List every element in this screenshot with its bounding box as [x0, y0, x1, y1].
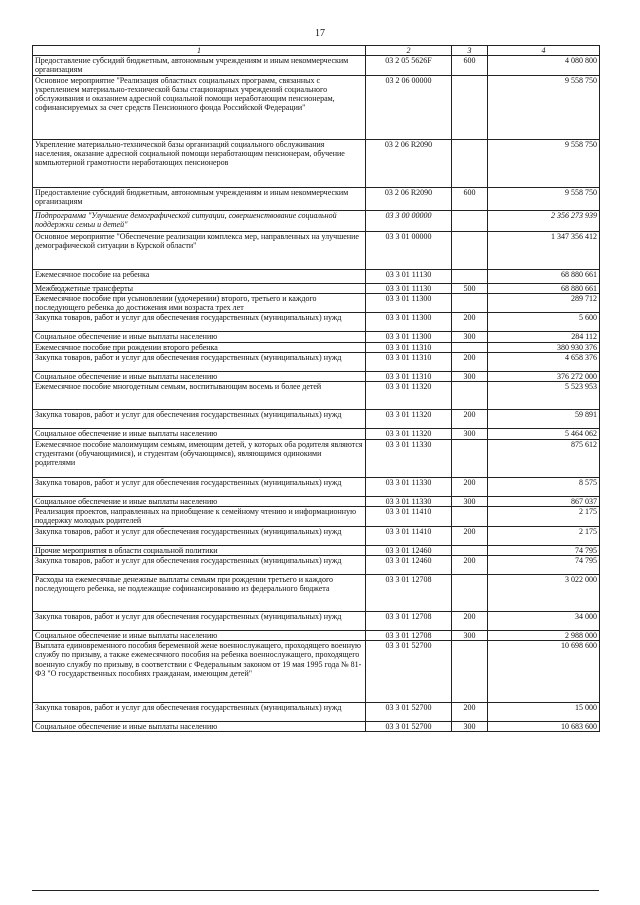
- table-row: [33, 574, 600, 611]
- row-name: Расходы на ежемесячные денежные выплаты семьям при рождении третьего и каждого последующего ребенка, не подлежащие софинансированию из федерального бюджета: [33, 574, 366, 611]
- row-name: Закупка товаров, работ и услуг для обеспечения государственных (муниципальных) нужд: [33, 477, 366, 496]
- table-row: [33, 283, 600, 293]
- header-col-type: 3: [452, 46, 488, 56]
- row-type: 200: [452, 313, 488, 332]
- row-code: 03 3 01 11310: [366, 342, 452, 352]
- row-name: Основное мероприятие "Реализация областных социальных программ, связанных с укреплением материально-технической базы стационарных учреждений социального обслуживания и оказанием адресной социальной помощи неработающим пенсионерам, софинансируемых за счет средств Пенсионного фонда Российской Федерации": [33, 75, 366, 139]
- row-type: 200: [452, 526, 488, 545]
- row-type: [452, 293, 488, 313]
- row-code: 03 3 01 12708: [366, 574, 452, 611]
- row-amount: 9 558 750: [488, 75, 600, 139]
- row-amount: 5 600: [488, 313, 600, 332]
- row-amount: 15 000: [488, 703, 600, 722]
- row-name: Закупка товаров, работ и услуг для обеспечения государственных (муниципальных) нужд: [33, 703, 366, 722]
- row-name: Выплата единовременного пособия беременной жене военнослужащего, проходящего военную службу по призыву, а также ежемесячного пособия на ребенка военнослужащего, проходящего военную службу по призыву, в соответствии с Федеральным законом от 19 мая 1995 года № 81-ФЗ "О государственных пособиях гражданам, имеющим детей": [33, 641, 366, 703]
- budget-table: [32, 45, 600, 732]
- table-row: [33, 429, 600, 439]
- row-name: Ежемесячное пособие малоимущим семьям, имеющим детей, у которых оба родителя являются студентами (обучающимися), и студентам (обучающимся), являющимся одинокими родителями: [33, 439, 366, 477]
- row-type: [452, 439, 488, 477]
- row-code: 03 3 01 11300: [366, 332, 452, 342]
- table-row: [33, 506, 600, 526]
- row-code: 03 3 01 52700: [366, 703, 452, 722]
- row-type: [452, 75, 488, 139]
- row-name: Социальное обеспечение и иные выплаты населению: [33, 429, 366, 439]
- table-row: [33, 56, 600, 76]
- row-type: 300: [452, 429, 488, 439]
- row-amount: 8 575: [488, 477, 600, 496]
- row-code: 03 3 01 11300: [366, 293, 452, 313]
- row-name: Прочие мероприятия в области социальной политики: [33, 545, 366, 555]
- row-type: 200: [452, 477, 488, 496]
- table-row: [33, 139, 600, 187]
- row-code: 03 3 01 11320: [366, 382, 452, 410]
- row-type: 500: [452, 283, 488, 293]
- table-row: [33, 269, 600, 283]
- table-row: [33, 555, 600, 574]
- row-code: 03 3 01 11310: [366, 372, 452, 382]
- row-name: Основное мероприятие "Обеспечение реализации комплекса мер, направленных на улучшение демографической ситуации в Курской области": [33, 231, 366, 269]
- row-name: Ежемесячное пособие при усыновлении (удочерении) второго, третьего и каждого последующего ребенка до достижения ими возраста трех лет: [33, 293, 366, 313]
- table-row: [33, 477, 600, 496]
- row-name: Ежемесячное пособие на ребенка: [33, 269, 366, 283]
- row-name: Реализация проектов, направленных на приобщение к семейному чтению и информационную поддержку молодых родителей: [33, 506, 366, 526]
- row-name: Подпрограмма "Улучшение демографической ситуации, совершенствование социальной поддержки семьи и детей": [33, 210, 366, 231]
- row-name: Предоставление субсидий бюджетным, автономным учреждениям и иным некоммерческим организациям: [33, 56, 366, 76]
- table-row: [33, 611, 600, 630]
- row-type: 600: [452, 187, 488, 210]
- row-type: [452, 506, 488, 526]
- table-row: [33, 210, 600, 231]
- row-type: [452, 210, 488, 231]
- table-row: [33, 231, 600, 269]
- row-amount: 2 175: [488, 506, 600, 526]
- row-code: 03 3 01 52700: [366, 722, 452, 732]
- row-name: Межбюджетные трансферты: [33, 283, 366, 293]
- table-row: [33, 313, 600, 332]
- header-row: [33, 46, 600, 56]
- row-type: [452, 342, 488, 352]
- row-amount: 9 558 750: [488, 139, 600, 187]
- row-type: [452, 574, 488, 611]
- row-amount: 10 683 600: [488, 722, 600, 732]
- header-col-amount: 4: [488, 46, 600, 56]
- row-code: 03 3 01 11330: [366, 439, 452, 477]
- row-name: Социальное обеспечение и иные выплаты населению: [33, 722, 366, 732]
- row-code: 03 3 01 11330: [366, 496, 452, 506]
- table-row: [33, 703, 600, 722]
- row-type: 300: [452, 630, 488, 640]
- table-row: [33, 342, 600, 352]
- table-row: [33, 332, 600, 342]
- row-amount: 59 891: [488, 410, 600, 429]
- row-name: Предоставление субсидий бюджетным, автономным учреждениям и иным некоммерческим организациям: [33, 187, 366, 210]
- row-type: 200: [452, 555, 488, 574]
- row-amount: 3 022 000: [488, 574, 600, 611]
- row-name: Социальное обеспечение и иные выплаты населению: [33, 496, 366, 506]
- table-row: [33, 187, 600, 210]
- table-row: [33, 372, 600, 382]
- row-name: Закупка товаров, работ и услуг для обеспечения государственных (муниципальных) нужд: [33, 353, 366, 372]
- row-name: Закупка товаров, работ и услуг для обеспечения государственных (муниципальных) нужд: [33, 410, 366, 429]
- row-code: 03 3 01 12460: [366, 545, 452, 555]
- row-name: Укрепление материально-технической базы организаций социального обслуживания населения, оказание адресной социальной помощи неработающим пенсионерам, обучение компьютерной грамотности неработающих пенсионеров: [33, 139, 366, 187]
- row-name: Социальное обеспечение и иные выплаты населению: [33, 372, 366, 382]
- row-amount: 1 347 356 412: [488, 231, 600, 269]
- row-type: 300: [452, 722, 488, 732]
- row-name: Ежемесячное пособие многодетным семьям, воспитывающим восемь и более детей: [33, 382, 366, 410]
- row-amount: 5 464 062: [488, 429, 600, 439]
- row-code: 03 3 00 00000: [366, 210, 452, 231]
- page-number: 17: [315, 28, 325, 39]
- row-code: 03 2 06 R2090: [366, 139, 452, 187]
- row-name: Закупка товаров, работ и услуг для обеспечения государственных (муниципальных) нужд: [33, 611, 366, 630]
- row-type: [452, 545, 488, 555]
- row-type: [452, 382, 488, 410]
- row-name: Социальное обеспечение и иные выплаты населению: [33, 332, 366, 342]
- row-type: [452, 269, 488, 283]
- row-amount: 380 930 376: [488, 342, 600, 352]
- table-row: [33, 75, 600, 139]
- row-code: 03 3 01 11130: [366, 269, 452, 283]
- row-code: 03 3 01 52700: [366, 641, 452, 703]
- row-code: 03 3 01 12460: [366, 555, 452, 574]
- table-row: [33, 630, 600, 640]
- row-type: 300: [452, 372, 488, 382]
- row-type: 600: [452, 56, 488, 76]
- row-amount: 289 712: [488, 293, 600, 313]
- row-code: 03 2 06 R2090: [366, 187, 452, 210]
- row-name: Ежемесячное пособие при рождении второго ребенка: [33, 342, 366, 352]
- row-type: [452, 231, 488, 269]
- row-name: Закупка товаров, работ и услуг для обеспечения государственных (муниципальных) нужд: [33, 526, 366, 545]
- row-amount: 376 272 000: [488, 372, 600, 382]
- row-name: Закупка товаров, работ и услуг для обеспечения государственных (муниципальных) нужд: [33, 555, 366, 574]
- row-amount: 34 000: [488, 611, 600, 630]
- row-amount: 867 037: [488, 496, 600, 506]
- row-code: 03 3 01 00000: [366, 231, 452, 269]
- row-amount: 74 795: [488, 555, 600, 574]
- row-type: 200: [452, 703, 488, 722]
- row-name: Закупка товаров, работ и услуг для обеспечения государственных (муниципальных) нужд: [33, 313, 366, 332]
- row-code: 03 3 01 11310: [366, 353, 452, 372]
- row-amount: 2 988 000: [488, 630, 600, 640]
- table-row: [33, 496, 600, 506]
- table-row: [33, 410, 600, 429]
- row-type: 300: [452, 496, 488, 506]
- table-row: [33, 545, 600, 555]
- row-amount: 5 523 953: [488, 382, 600, 410]
- row-amount: 4 080 800: [488, 56, 600, 76]
- row-amount: 284 112: [488, 332, 600, 342]
- footer-divider: [32, 890, 599, 891]
- row-amount: 68 880 661: [488, 269, 600, 283]
- row-code: 03 3 01 11330: [366, 477, 452, 496]
- row-type: 300: [452, 332, 488, 342]
- row-type: 200: [452, 611, 488, 630]
- row-type: 200: [452, 353, 488, 372]
- row-type: [452, 139, 488, 187]
- row-code: 03 3 01 11410: [366, 506, 452, 526]
- row-amount: 9 558 750: [488, 187, 600, 210]
- table-row: [33, 439, 600, 477]
- row-amount: 10 698 600: [488, 641, 600, 703]
- row-amount: 4 658 376: [488, 353, 600, 372]
- row-amount: 68 880 661: [488, 283, 600, 293]
- row-amount: 2 356 273 939: [488, 210, 600, 231]
- row-code: 03 3 01 11410: [366, 526, 452, 545]
- row-type: [452, 641, 488, 703]
- header-col-code: 2: [366, 46, 452, 56]
- row-amount: 875 612: [488, 439, 600, 477]
- row-code: 03 3 01 11320: [366, 429, 452, 439]
- table-row: [33, 353, 600, 372]
- row-amount: 2 175: [488, 526, 600, 545]
- row-name: Социальное обеспечение и иные выплаты населению: [33, 630, 366, 640]
- row-code: 03 3 01 12708: [366, 630, 452, 640]
- header-col-name: 1: [33, 46, 366, 56]
- row-amount: 74 795: [488, 545, 600, 555]
- row-code: 03 2 06 00000: [366, 75, 452, 139]
- table-row: [33, 382, 600, 410]
- row-code: 03 3 01 12708: [366, 611, 452, 630]
- row-code: 03 3 01 11300: [366, 313, 452, 332]
- table-row: [33, 293, 600, 313]
- row-code: 03 3 01 11320: [366, 410, 452, 429]
- table-row: [33, 641, 600, 703]
- row-code: 03 3 01 11130: [366, 283, 452, 293]
- row-type: 200: [452, 410, 488, 429]
- table-row: [33, 722, 600, 732]
- table-row: [33, 526, 600, 545]
- row-code: 03 2 05 5626F: [366, 56, 452, 76]
